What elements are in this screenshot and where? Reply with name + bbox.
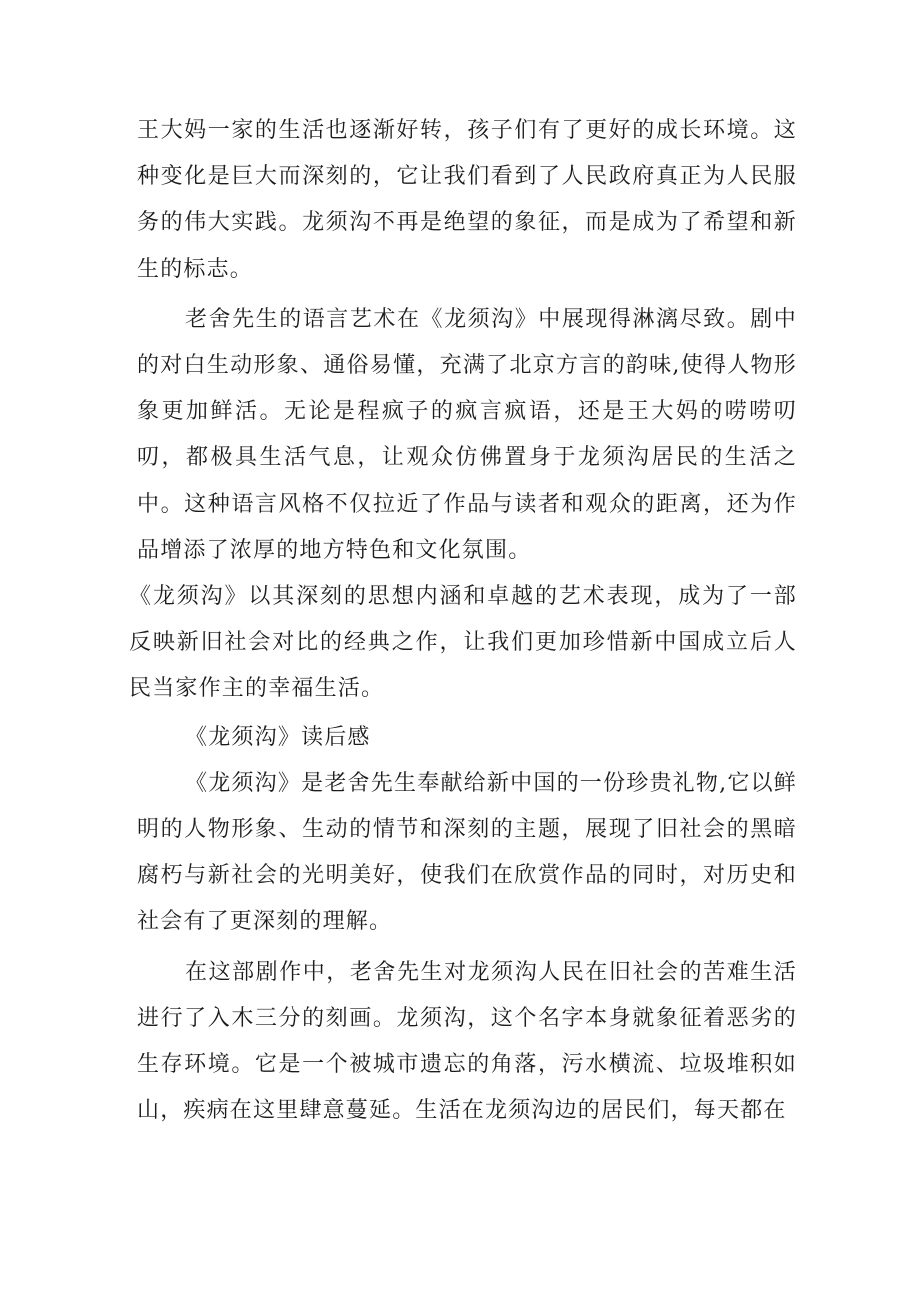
paragraph-wang-family: 王大妈一家的生活也逐渐好转，孩子们有了更好的成长环境。这种变化是巨大而深刻的，它让我们看到了人民政府真正为人民服务的伟大实践。龙须沟不再是绝望的象征，而是成为了希望和新生的标志。 xyxy=(137,118,797,282)
section-title: 《龙须沟》读后感 xyxy=(185,724,371,750)
paragraph-intro-gift: 《龙须沟》是老舍先生奉献给新中国的一份珍贵礼物,它以鲜明的人物形象、生动的情节和深刻的主题，展现了旧社会的黑暗腐朽与新社会的光明美好，使我们在欣赏作品的同时，对历史和社会有了更深刻的理解。 xyxy=(137,770,797,935)
paragraph-conclusion: 《龙须沟》以其深刻的思想内涵和卓越的艺术表现，成为了一部反映新旧社会对比的经典之作，让我们更加珍惜新中国成立后人民当家作主的幸福生活。 xyxy=(129,584,797,702)
paragraph-suffering-life: 在这部剧作中，老舍先生对龙须沟人民在旧社会的苦难生活进行了入木三分的刻画。龙须沟，这个名字本身就象征着恶劣的生存环境。它是一个被城市遗忘的角落，污水横流、垃圾堆积如山，疾病在这里肆意蔓延。生活在龙须沟边的居民们，每天都在 xyxy=(137,959,797,1124)
paragraph-language-art: 老舍先生的语言艺术在《龙须沟》中展现得淋漓尽致。剧中的对白生动形象、通俗易懂，充满了北京方言的韵味,使得人物形象更加鲜活。无论是程疯子的疯言疯语，还是王大妈的唠唠叨叨，都极具生活气息，让观众仿佛置身于龙须沟居民的生活之中。这种语言风格不仅拉近了作品与读者和观众的距离，还为作品增添了浓厚的地方特色和文化氛围。 xyxy=(137,306,797,563)
document-body xyxy=(129,108,797,1134)
